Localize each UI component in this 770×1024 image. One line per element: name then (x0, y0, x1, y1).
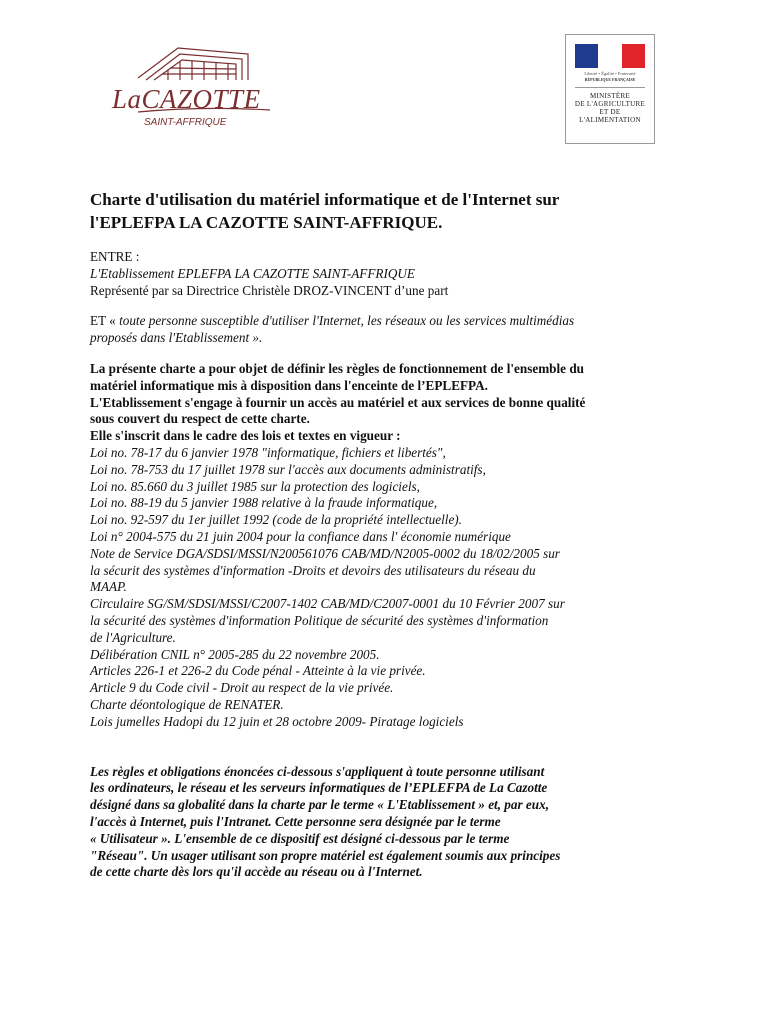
et-paragraph-line2: proposés dans l'Etablissement ». (90, 330, 263, 346)
ministry-name: MINISTÈRE DE L'AGRICULTURE ET DE L'ALIMENTATION (574, 92, 646, 124)
list-item: Loi no. 78-17 du 6 janvier 1978 "informatique, fichiers et libertés", (90, 444, 446, 460)
list-item: Loi no. 78-753 du 17 juillet 1978 sur l'accès aux documents administratifs, (90, 461, 486, 477)
lacazotte-logo (108, 40, 278, 132)
list-item: Charte déontologique de RENATER. (90, 696, 284, 712)
building-logo-icon (108, 40, 278, 132)
list-item: Articles 226-1 et 226-2 du Code pénal - Atteinte à la vie privée. (90, 663, 426, 679)
ministry-republic: RÉPUBLIQUE FRANÇAISE (584, 77, 636, 82)
list-item: de l'Agriculture. (90, 629, 176, 645)
list-item: Loi no. 92-597 du 1er juillet 1992 (code de la propriété intellectuelle). (90, 512, 462, 528)
represente-line: Représenté par sa Directrice Christèle DROZ-VINCENT d’une part (90, 282, 449, 298)
list-item: Circulaire SG/SM/SDSI/MSSI/C2007-1402 CAB/MD/C2007-0001 du 10 Février 2007 sur (90, 596, 565, 612)
logo-subtitle: SAINT-AFFRIQUE (144, 117, 227, 128)
list-item: MAAP. (90, 579, 127, 595)
et-paragraph-line1: ET « toute personne susceptible d'utiliser l'Internet, les réseaux ou les services multimédias (90, 313, 575, 329)
list-item: la sécurit des systèmes d'information -Droits et devoirs des utilisateurs du réseau du (90, 562, 536, 578)
list-item: Note de Service DGA/SDSI/MSSI/N200561076 CAB/MD/N2005-0002 du 18/02/2005 sur (90, 545, 560, 561)
list-item: Lois jumelles Hadopi du 12 juin et 28 octobre 2009- Piratage logiciels (90, 713, 464, 729)
list-item: Loi n° 2004-575 du 21 juin 2004 pour la confiance dans l' économie numérique (90, 528, 511, 544)
objet-paragraph: La présente charte a pour objet de définir les règles de fonctionnement de l'ensemble du matériel informatique mis à disposition dans l'enceinte de l’EPLEFPA. L'Etablissement s'engage à fournir un accès au matériel et aux services de bonne qualité sous couvert du respect de cette charte. Elle s'inscrit dans le cadre des lois et textes en vigueur : (90, 360, 586, 444)
lois-list (90, 445, 690, 731)
ministry-emblem (565, 34, 655, 144)
document-body (90, 249, 690, 881)
regles-paragraph: Les règles et obligations énoncées ci-dessous s'appliquent à toute personne utilisant les ordinateurs, le réseau et les serveurs informatiques de l’EPLEFPA de La Cazotte désigné dans sa globalité dans la charte par le terme « L'Etablissement » et, par eux, l'accès à Internet, puis l'Intranet. Cette personne sera désignée par le terme « Utilisateur ». L'ensemble de ce dispositif est désigné ci-dessous par le terme "Réseau". Un usager utilisant son propre matériel est également soumis aux principes de cette charte dès lors qu'il accède au réseau ou à l'Internet. (90, 763, 561, 880)
french-flag-icon (575, 44, 645, 68)
ministry-motto: Liberté • Égalité • Fraternité (584, 71, 636, 76)
logo-name: LaCAZOTTE (112, 84, 261, 114)
list-item: Loi no. 85.660 du 3 juillet 1985 sur la protection des logiciels, (90, 478, 420, 494)
list-item: Délibération CNIL n° 2005-285 du 22 novembre 2005. (90, 646, 380, 662)
list-item: la sécurité des systèmes d'information Politique de sécurité des systèmes d'information (90, 612, 549, 628)
ministry-divider (575, 87, 645, 88)
entre-label: ENTRE : (90, 249, 140, 264)
list-item: Article 9 du Code civil - Droit au respect de la vie privée. (90, 680, 394, 696)
etablissement-line: L'Etablissement EPLEFPA LA CAZOTTE SAINT-AFFRIQUE (90, 265, 415, 281)
list-item: Loi no. 88-19 du 5 janvier 1988 relative à la fraude informatique, (90, 495, 438, 511)
document-title: Charte d'utilisation du matériel informatique et de l'Internet sur l'EPLEFPA LA CAZOTTE SAINT-AFFRIQUE. (90, 190, 560, 232)
